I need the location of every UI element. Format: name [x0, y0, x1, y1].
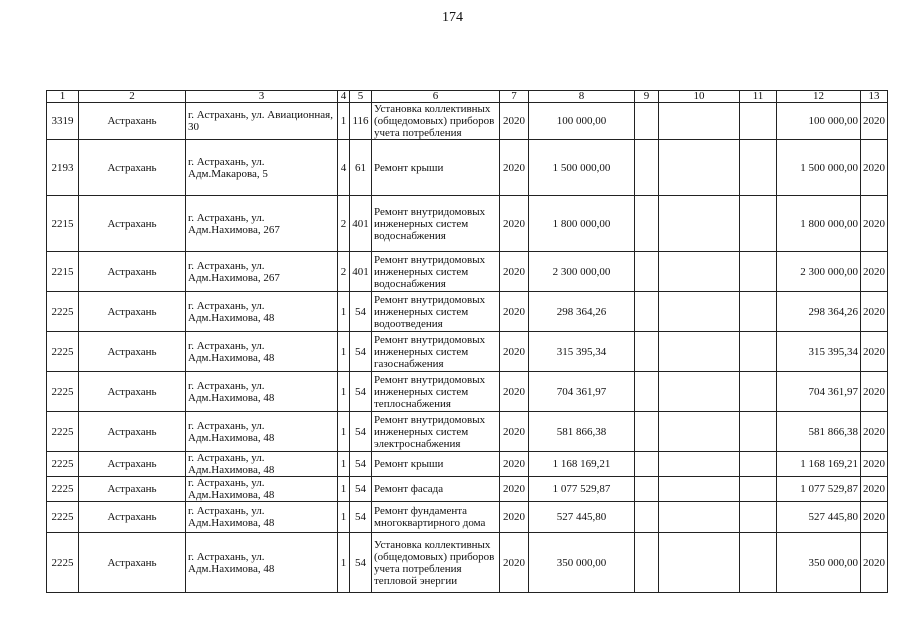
- col9-cell: [635, 252, 659, 292]
- col5-cell: 54: [350, 533, 372, 593]
- col5-cell: 54: [350, 292, 372, 332]
- amount-cell: 315 395,34: [529, 332, 635, 372]
- address-cell: г. Астрахань, ул. Адм.Макарова, 5: [186, 140, 338, 196]
- col10-cell: [659, 332, 740, 372]
- total-cell: 298 364,26: [777, 292, 861, 332]
- city-cell: Астрахань: [79, 196, 186, 252]
- col10-cell: [659, 140, 740, 196]
- col10-cell: [659, 533, 740, 593]
- col9-cell: [635, 452, 659, 477]
- address-cell: г. Астрахань, ул. Адм.Нахимова, 48: [186, 477, 338, 502]
- col5-cell: 54: [350, 332, 372, 372]
- address-cell: г. Астрахань, ул. Адм.Нахимова, 267: [186, 196, 338, 252]
- amount-cell: 2 300 000,00: [529, 252, 635, 292]
- work-type-cell: Ремонт внутридомовых инженерных систем водоснабжения: [372, 196, 500, 252]
- total-cell: 1 168 169,21: [777, 452, 861, 477]
- col5-cell: 116: [350, 103, 372, 140]
- amount-cell: 581 866,38: [529, 412, 635, 452]
- col4-cell: 1: [338, 502, 350, 533]
- col9-cell: [635, 502, 659, 533]
- total-cell: 1 077 529,87: [777, 477, 861, 502]
- amount-cell: 1 800 000,00: [529, 196, 635, 252]
- city-cell: Астрахань: [79, 372, 186, 412]
- column-header-8: 8: [529, 91, 635, 103]
- year-end-cell: 2020: [861, 103, 888, 140]
- column-header-11: 11: [740, 91, 777, 103]
- table-row: [47, 140, 888, 196]
- year-cell: 2020: [500, 372, 529, 412]
- table-row: [47, 477, 888, 502]
- col4-cell: 1: [338, 477, 350, 502]
- work-type-cell: Ремонт внутридомовых инженерных систем водоснабжения: [372, 252, 500, 292]
- total-cell: 704 361,97: [777, 372, 861, 412]
- record-id-cell: 2225: [47, 533, 79, 593]
- col11-cell: [740, 252, 777, 292]
- amount-cell: 527 445,80: [529, 502, 635, 533]
- city-cell: Астрахань: [79, 332, 186, 372]
- year-end-cell: 2020: [861, 412, 888, 452]
- col4-cell: 2: [338, 252, 350, 292]
- amount-cell: 100 000,00: [529, 103, 635, 140]
- col5-cell: 54: [350, 502, 372, 533]
- work-type-cell: Установка коллективных (общедомовых) приборов учета потребления тепловой энергии: [372, 533, 500, 593]
- city-cell: Астрахань: [79, 252, 186, 292]
- col10-cell: [659, 372, 740, 412]
- address-cell: г. Астрахань, ул. Адм.Нахимова, 267: [186, 252, 338, 292]
- total-cell: 315 395,34: [777, 332, 861, 372]
- year-cell: 2020: [500, 412, 529, 452]
- work-type-cell: Ремонт внутридомовых инженерных систем водоотведения: [372, 292, 500, 332]
- record-id-cell: 2225: [47, 292, 79, 332]
- year-end-cell: 2020: [861, 452, 888, 477]
- page-number: 174: [442, 10, 463, 25]
- col5-cell: 401: [350, 196, 372, 252]
- amount-cell: 1 500 000,00: [529, 140, 635, 196]
- total-cell: 100 000,00: [777, 103, 861, 140]
- year-cell: 2020: [500, 292, 529, 332]
- col11-cell: [740, 477, 777, 502]
- column-header-4: 4: [338, 91, 350, 103]
- col9-cell: [635, 292, 659, 332]
- column-header-1: 1: [47, 91, 79, 103]
- column-header-10: 10: [659, 91, 740, 103]
- col4-cell: 4: [338, 140, 350, 196]
- col10-cell: [659, 292, 740, 332]
- city-cell: Астрахань: [79, 452, 186, 477]
- year-cell: 2020: [500, 332, 529, 372]
- col5-cell: 54: [350, 452, 372, 477]
- address-cell: г. Астрахань, ул. Адм.Нахимова, 48: [186, 452, 338, 477]
- year-end-cell: 2020: [861, 502, 888, 533]
- column-header-9: 9: [635, 91, 659, 103]
- work-type-cell: Ремонт крыши: [372, 452, 500, 477]
- year-end-cell: 2020: [861, 292, 888, 332]
- year-cell: 2020: [500, 140, 529, 196]
- table-row: [47, 103, 888, 140]
- work-type-cell: Ремонт внутридомовых инженерных систем газоснабжения: [372, 332, 500, 372]
- city-cell: Астрахань: [79, 502, 186, 533]
- col11-cell: [740, 103, 777, 140]
- work-type-cell: Ремонт крыши: [372, 140, 500, 196]
- year-end-cell: 2020: [861, 252, 888, 292]
- col10-cell: [659, 412, 740, 452]
- record-id-cell: 2215: [47, 252, 79, 292]
- amount-cell: 704 361,97: [529, 372, 635, 412]
- col11-cell: [740, 372, 777, 412]
- col4-cell: 1: [338, 103, 350, 140]
- city-cell: Астрахань: [79, 412, 186, 452]
- col4-cell: 1: [338, 452, 350, 477]
- address-cell: г. Астрахань, ул. Адм.Нахимова, 48: [186, 502, 338, 533]
- record-id-cell: 2225: [47, 502, 79, 533]
- col9-cell: [635, 332, 659, 372]
- col4-cell: 1: [338, 533, 350, 593]
- address-cell: г. Астрахань, ул. Адм.Нахимова, 48: [186, 332, 338, 372]
- total-cell: 350 000,00: [777, 533, 861, 593]
- col11-cell: [740, 140, 777, 196]
- year-end-cell: 2020: [861, 372, 888, 412]
- table-row: [47, 252, 888, 292]
- total-cell: 2 300 000,00: [777, 252, 861, 292]
- col11-cell: [740, 196, 777, 252]
- year-cell: 2020: [500, 103, 529, 140]
- table-row: [47, 332, 888, 372]
- year-end-cell: 2020: [861, 477, 888, 502]
- year-end-cell: 2020: [861, 533, 888, 593]
- record-id-cell: 2193: [47, 140, 79, 196]
- work-type-cell: Ремонт фасада: [372, 477, 500, 502]
- record-id-cell: 2225: [47, 332, 79, 372]
- city-cell: Астрахань: [79, 140, 186, 196]
- column-header-7: 7: [500, 91, 529, 103]
- column-header-12: 12: [777, 91, 861, 103]
- record-id-cell: 2225: [47, 372, 79, 412]
- table-row: [47, 292, 888, 332]
- address-cell: г. Астрахань, ул. Адм.Нахимова, 48: [186, 372, 338, 412]
- total-cell: 1 800 000,00: [777, 196, 861, 252]
- record-id-cell: 2215: [47, 196, 79, 252]
- year-end-cell: 2020: [861, 196, 888, 252]
- col10-cell: [659, 477, 740, 502]
- col4-cell: 1: [338, 332, 350, 372]
- table-header-row: [47, 91, 888, 103]
- col4-cell: 1: [338, 372, 350, 412]
- col10-cell: [659, 196, 740, 252]
- city-cell: Астрахань: [79, 477, 186, 502]
- city-cell: Астрахань: [79, 533, 186, 593]
- col11-cell: [740, 502, 777, 533]
- address-cell: г. Астрахань, ул. Адм.Нахимова, 48: [186, 533, 338, 593]
- total-cell: 527 445,80: [777, 502, 861, 533]
- col5-cell: 54: [350, 477, 372, 502]
- col11-cell: [740, 412, 777, 452]
- col9-cell: [635, 533, 659, 593]
- column-header-5: 5: [350, 91, 372, 103]
- col4-cell: 1: [338, 292, 350, 332]
- year-end-cell: 2020: [861, 140, 888, 196]
- table-row: [47, 412, 888, 452]
- col9-cell: [635, 196, 659, 252]
- column-header-3: 3: [186, 91, 338, 103]
- year-cell: 2020: [500, 252, 529, 292]
- col11-cell: [740, 533, 777, 593]
- table-row: [47, 502, 888, 533]
- year-cell: 2020: [500, 452, 529, 477]
- col4-cell: 2: [338, 196, 350, 252]
- year-end-cell: 2020: [861, 332, 888, 372]
- works-table: [46, 90, 888, 593]
- table-row: [47, 372, 888, 412]
- col5-cell: 54: [350, 372, 372, 412]
- col5-cell: 54: [350, 412, 372, 452]
- record-id-cell: 2225: [47, 412, 79, 452]
- amount-cell: 1 077 529,87: [529, 477, 635, 502]
- col10-cell: [659, 103, 740, 140]
- address-cell: г. Астрахань, ул. Адм.Нахимова, 48: [186, 292, 338, 332]
- col5-cell: 61: [350, 140, 372, 196]
- year-cell: 2020: [500, 502, 529, 533]
- col11-cell: [740, 452, 777, 477]
- col9-cell: [635, 140, 659, 196]
- column-header-2: 2: [79, 91, 186, 103]
- col10-cell: [659, 252, 740, 292]
- amount-cell: 350 000,00: [529, 533, 635, 593]
- col9-cell: [635, 477, 659, 502]
- address-cell: г. Астрахань, ул. Авиационная, 30: [186, 103, 338, 140]
- record-id-cell: 3319: [47, 103, 79, 140]
- col11-cell: [740, 292, 777, 332]
- col9-cell: [635, 372, 659, 412]
- work-type-cell: Ремонт внутридомовых инженерных систем теплоснабжения: [372, 372, 500, 412]
- col10-cell: [659, 502, 740, 533]
- year-cell: 2020: [500, 196, 529, 252]
- col9-cell: [635, 412, 659, 452]
- table-row: [47, 196, 888, 252]
- city-cell: Астрахань: [79, 103, 186, 140]
- table-row: [47, 452, 888, 477]
- record-id-cell: 2225: [47, 452, 79, 477]
- address-cell: г. Астрахань, ул. Адм.Нахимова, 48: [186, 412, 338, 452]
- amount-cell: 298 364,26: [529, 292, 635, 332]
- city-cell: Астрахань: [79, 292, 186, 332]
- column-header-6: 6: [372, 91, 500, 103]
- work-type-cell: Ремонт внутридомовых инженерных систем электроснабжения: [372, 412, 500, 452]
- amount-cell: 1 168 169,21: [529, 452, 635, 477]
- col11-cell: [740, 332, 777, 372]
- record-id-cell: 2225: [47, 477, 79, 502]
- table-row: [47, 533, 888, 593]
- total-cell: 581 866,38: [777, 412, 861, 452]
- total-cell: 1 500 000,00: [777, 140, 861, 196]
- work-type-cell: Ремонт фундамента многоквартирного дома: [372, 502, 500, 533]
- col5-cell: 401: [350, 252, 372, 292]
- col10-cell: [659, 452, 740, 477]
- column-header-13: 13: [861, 91, 888, 103]
- year-cell: 2020: [500, 533, 529, 593]
- col4-cell: 1: [338, 412, 350, 452]
- col9-cell: [635, 103, 659, 140]
- year-cell: 2020: [500, 477, 529, 502]
- work-type-cell: Установка коллективных (общедомовых) приборов учета потребления: [372, 103, 500, 140]
